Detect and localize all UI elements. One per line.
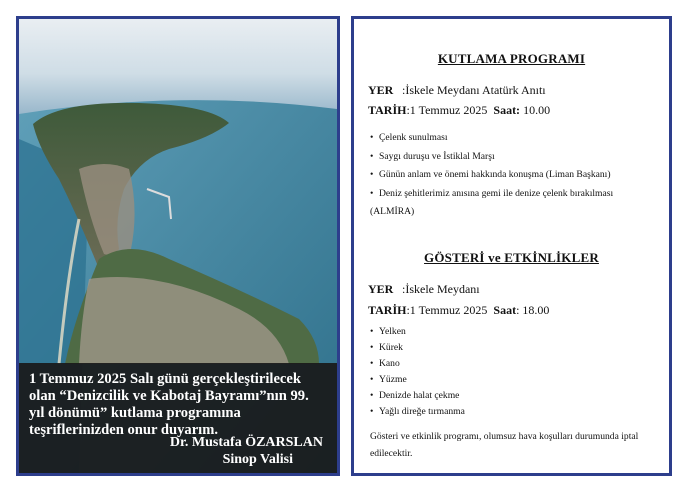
signatory-title: Sinop Valisi	[222, 452, 293, 467]
program-time-label: Saat:	[493, 103, 521, 117]
events-date	[368, 303, 549, 318]
program-date-value: :1 Temmuz 2025	[406, 103, 488, 117]
events-item: • Kürek	[370, 340, 465, 356]
program-item-continuation-text: (ALMİRA)	[370, 206, 415, 217]
program-title: KUTLAMA PROGRAMI	[437, 51, 586, 66]
events-place-label: YER	[368, 282, 394, 296]
events-date-label: TARİH	[368, 303, 407, 317]
events-item: • Yağlı direğe tırmanma	[370, 404, 465, 420]
events-place-value: :İskele Meydanı	[402, 282, 480, 296]
program-item: • Günün anlam ve önemi hakkında konuşma (Liman Başkanı)	[370, 166, 613, 185]
events-time-value: : 18.00	[516, 303, 550, 317]
program-time-value: 10.00	[520, 103, 551, 117]
program-item: • Saygı duruşu ve İstiklal Marşı	[370, 148, 613, 167]
program-date-label: TARİH	[368, 103, 407, 117]
signatory-name: Dr. Mustafa ÖZARSLAN	[169, 435, 323, 450]
events-date-value: :1 Temmuz 2025	[406, 303, 488, 317]
program-item-continuation	[370, 203, 613, 222]
program-place-value: :İskele Meydanı Atatürk Anıtı	[402, 83, 546, 97]
events-items-list	[370, 324, 465, 420]
events-item: • Yelken	[370, 324, 465, 340]
program-place	[368, 83, 546, 98]
program-items-list	[370, 129, 613, 222]
invitation-caption	[19, 363, 337, 473]
program-item: • Deniz şehitlerimiz anısına gemi ile denize çelenk bırakılması	[370, 185, 613, 204]
events-item: • Kano	[370, 356, 465, 372]
program-place-label: YER	[368, 83, 394, 97]
events-title: GÖSTERİ ve ETKİNLİKLER	[424, 250, 599, 265]
events-item: • Yüzme	[370, 372, 465, 388]
program-panel	[351, 16, 672, 476]
events-weather-note: Gösteri ve etkinlik programı, olumsuz hava koşulları durumunda iptal edilecektir.	[370, 431, 639, 459]
invitation-text: 1 Temmuz 2025 Salı günü gerçekleştirilecek olan “Denizcilik ve Kabotaj Bayramı”nın 99. yıl dönümü” kutlama programına teşriflerinizden onur duyarım.	[29, 371, 309, 438]
program-date	[368, 103, 550, 118]
events-time-label: Saat	[493, 303, 517, 317]
events-item: • Denizde halat çekme	[370, 388, 465, 404]
events-place	[368, 282, 480, 297]
invitation-photo-panel	[16, 16, 340, 476]
program-item: • Çelenk sunulması	[370, 129, 613, 148]
